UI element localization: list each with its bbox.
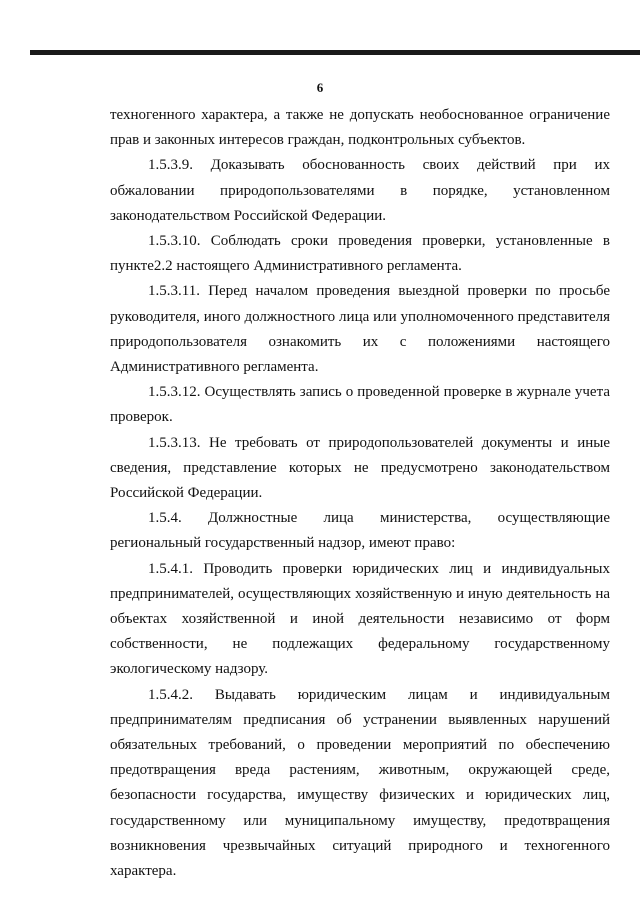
header-rule <box>30 50 640 55</box>
paragraph-1-5-3-10: 1.5.3.10. Соблюдать сроки проведения проверки, установленные в пункте2.2 настоящего Административного регламента. <box>110 233 610 275</box>
page-number: 6 <box>316 80 324 95</box>
document-body <box>110 103 610 884</box>
paragraph-1-5-4-1: 1.5.4.1. Проводить проверки юридических лиц и индивидуальных предпринимателей, осуществляющих хозяйственную и иную деятельность на объектах хозяйственной и иной деятельности независимо от форм собственности, не подлежащих федеральному государственному экологическому надзору. <box>110 560 610 678</box>
paragraph-1-5-3-11: 1.5.3.11. Перед началом проведения выездной проверки по просьбе руководителя, иного должностного лица или уполномоченного представителя природопользователя ознакомить их с положениями настоящего Административного регламента. <box>110 283 610 376</box>
paragraph-1-5-3-9: 1.5.3.9. Доказывать обоснованность своих действий при их обжаловании природопользователями в порядке, установленном законодательством Российской Федерации. <box>110 157 610 224</box>
paragraph-1-5-4: 1.5.4. Должностные лица министерства, осуществляющие региональный государственный надзор, имеют право: <box>110 510 610 552</box>
paragraph-1-5-3-12: 1.5.3.12. Осуществлять запись о проведенной проверке в журнале учета проверок. <box>110 384 610 426</box>
paragraph-1-5-4-2: 1.5.4.2. Выдавать юридическим лицам и индивидуальным предпринимателям предписания об устранении выявленных нарушений обязательных требований, о проведении мероприятий по обеспечению предотвращения вреда растениям, животным, окружающей среде, безопасности государства, имуществу физических и юридических лиц, государственному или муниципальному имуществу, предотвращения возникновения чрезвычайных ситуаций природного и техногенного характера. <box>110 686 610 880</box>
paragraph-1-5-3-13: 1.5.3.13. Не требовать от природопользователей документы и иные сведения, представление которых не предусмотрено законодательством Российской Федерации. <box>110 434 610 502</box>
paragraph-continuation: техногенного характера, а также не допускать необоснованное ограничение прав и законных интересов граждан, подконтрольных субъектов. <box>110 107 610 149</box>
